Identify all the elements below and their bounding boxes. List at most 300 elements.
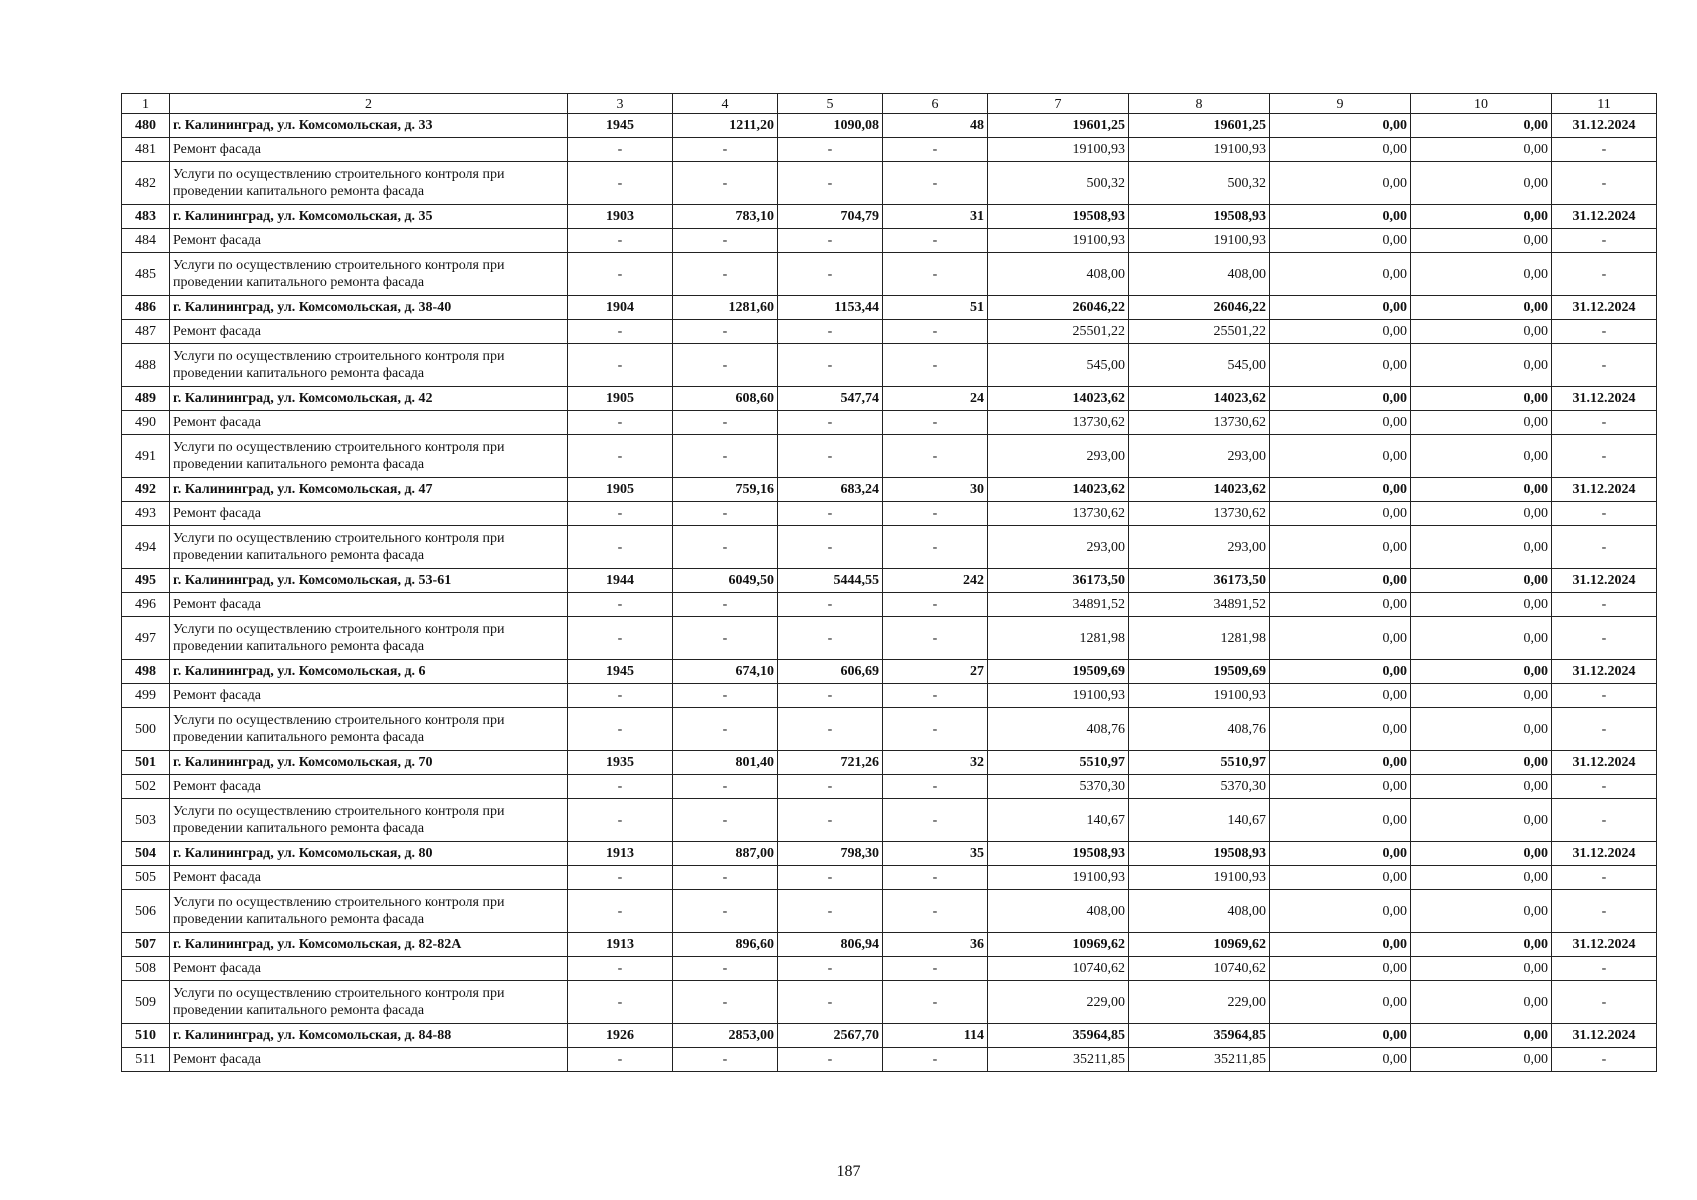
deadline-cell: - (1552, 799, 1657, 842)
construction-control-row (122, 617, 1657, 660)
header-row (122, 94, 1657, 114)
page-number: 187 (836, 1163, 861, 1180)
deadline-cell: 31.12.2024 (1552, 933, 1657, 957)
living-area-cell: - (778, 708, 883, 751)
description-cell: Ремонт фасада (170, 1048, 568, 1072)
deadline-cell: 31.12.2024 (1552, 296, 1657, 320)
row-number-cell: 484 (122, 229, 170, 253)
fund-cost-cell: 293,00 (1129, 435, 1270, 478)
deadline-cell: - (1552, 411, 1657, 435)
total-area-cell: - (673, 957, 778, 981)
description-cell: Услуги по осуществлению строительного контроля при проведении капитального ремонта фасада (170, 162, 568, 205)
row-number-cell: 486 (122, 296, 170, 320)
total-cost-cell: 26046,22 (988, 296, 1129, 320)
living-area-cell: - (778, 138, 883, 162)
residents-cell: - (883, 229, 988, 253)
residents-cell: 35 (883, 842, 988, 866)
total-cost-cell: 408,00 (988, 253, 1129, 296)
header-cell: 6 (883, 94, 988, 114)
regional-budget-cell: 0,00 (1270, 866, 1411, 890)
year-cell: - (568, 708, 673, 751)
deadline-cell: - (1552, 229, 1657, 253)
deadline-cell: - (1552, 890, 1657, 933)
deadline-cell: 31.12.2024 (1552, 660, 1657, 684)
total-area-cell: - (673, 799, 778, 842)
row-number-cell: 503 (122, 799, 170, 842)
total-cost-cell: 19100,93 (988, 229, 1129, 253)
fund-cost-cell: 408,76 (1129, 708, 1270, 751)
local-budget-cell: 0,00 (1411, 684, 1552, 708)
row-number-cell: 500 (122, 708, 170, 751)
total-area-cell: 759,16 (673, 478, 778, 502)
row-number-cell: 502 (122, 775, 170, 799)
local-budget-cell: 0,00 (1411, 866, 1552, 890)
regional-budget-cell: 0,00 (1270, 660, 1411, 684)
residents-cell: 242 (883, 569, 988, 593)
year-cell: 1926 (568, 1024, 673, 1048)
residents-cell: - (883, 981, 988, 1024)
year-cell: - (568, 411, 673, 435)
living-area-cell: - (778, 593, 883, 617)
year-cell: - (568, 229, 673, 253)
local-budget-cell: 0,00 (1411, 344, 1552, 387)
regional-budget-cell: 0,00 (1270, 775, 1411, 799)
residents-cell: - (883, 344, 988, 387)
capital-repair-table (121, 93, 1657, 1072)
regional-budget-cell: 0,00 (1270, 684, 1411, 708)
local-budget-cell: 0,00 (1411, 981, 1552, 1024)
living-area-cell: - (778, 229, 883, 253)
deadline-cell: - (1552, 617, 1657, 660)
local-budget-cell: 0,00 (1411, 751, 1552, 775)
residents-cell: - (883, 162, 988, 205)
regional-budget-cell: 0,00 (1270, 435, 1411, 478)
fund-cost-cell: 36173,50 (1129, 569, 1270, 593)
description-cell: Ремонт фасада (170, 138, 568, 162)
regional-budget-cell: 0,00 (1270, 957, 1411, 981)
regional-budget-cell: 0,00 (1270, 162, 1411, 205)
year-cell: - (568, 253, 673, 296)
row-number-cell: 507 (122, 933, 170, 957)
regional-budget-cell: 0,00 (1270, 526, 1411, 569)
residents-cell: - (883, 1048, 988, 1072)
residents-cell: - (883, 617, 988, 660)
deadline-cell: - (1552, 957, 1657, 981)
construction-control-row (122, 799, 1657, 842)
facade-repair-row (122, 775, 1657, 799)
row-number-cell: 508 (122, 957, 170, 981)
total-area-cell: 2853,00 (673, 1024, 778, 1048)
local-budget-cell: 0,00 (1411, 799, 1552, 842)
description-cell: Услуги по осуществлению строительного контроля при проведении капитального ремонта фасада (170, 617, 568, 660)
year-cell: - (568, 799, 673, 842)
year-cell: - (568, 320, 673, 344)
living-area-cell: - (778, 890, 883, 933)
total-cost-cell: 14023,62 (988, 387, 1129, 411)
deadline-cell: - (1552, 253, 1657, 296)
fund-cost-cell: 293,00 (1129, 526, 1270, 569)
regional-budget-cell: 0,00 (1270, 981, 1411, 1024)
deadline-cell: - (1552, 138, 1657, 162)
total-cost-cell: 10969,62 (988, 933, 1129, 957)
building-row (122, 114, 1657, 138)
residents-cell: 27 (883, 660, 988, 684)
residents-cell: 48 (883, 114, 988, 138)
fund-cost-cell: 26046,22 (1129, 296, 1270, 320)
description-cell: Ремонт фасада (170, 957, 568, 981)
total-cost-cell: 13730,62 (988, 502, 1129, 526)
year-cell: 1945 (568, 660, 673, 684)
row-number-cell: 490 (122, 411, 170, 435)
local-budget-cell: 0,00 (1411, 933, 1552, 957)
residents-cell: - (883, 253, 988, 296)
facade-repair-row (122, 138, 1657, 162)
description-cell: г. Калининград, ул. Комсомольская, д. 53-61 (170, 569, 568, 593)
living-area-cell: - (778, 799, 883, 842)
total-cost-cell: 500,32 (988, 162, 1129, 205)
building-row (122, 751, 1657, 775)
living-area-cell: - (778, 957, 883, 981)
residents-cell: 51 (883, 296, 988, 320)
local-budget-cell: 0,00 (1411, 890, 1552, 933)
description-cell: Ремонт фасада (170, 866, 568, 890)
facade-repair-row (122, 593, 1657, 617)
regional-budget-cell: 0,00 (1270, 751, 1411, 775)
construction-control-row (122, 708, 1657, 751)
deadline-cell: - (1552, 866, 1657, 890)
row-number-cell: 506 (122, 890, 170, 933)
construction-control-row (122, 253, 1657, 296)
local-budget-cell: 0,00 (1411, 114, 1552, 138)
regional-budget-cell: 0,00 (1270, 253, 1411, 296)
living-area-cell: - (778, 981, 883, 1024)
regional-budget-cell: 0,00 (1270, 890, 1411, 933)
total-area-cell: - (673, 229, 778, 253)
header-cell: 9 (1270, 94, 1411, 114)
fund-cost-cell: 10740,62 (1129, 957, 1270, 981)
year-cell: - (568, 866, 673, 890)
regional-budget-cell: 0,00 (1270, 205, 1411, 229)
fund-cost-cell: 14023,62 (1129, 387, 1270, 411)
building-row (122, 933, 1657, 957)
facade-repair-row (122, 866, 1657, 890)
local-budget-cell: 0,00 (1411, 593, 1552, 617)
row-number-cell: 504 (122, 842, 170, 866)
total-area-cell: - (673, 684, 778, 708)
description-cell: г. Калининград, ул. Комсомольская, д. 6 (170, 660, 568, 684)
description-cell: г. Калининград, ул. Комсомольская, д. 70 (170, 751, 568, 775)
deadline-cell: - (1552, 981, 1657, 1024)
description-cell: Ремонт фасада (170, 593, 568, 617)
total-area-cell: - (673, 866, 778, 890)
living-area-cell: - (778, 253, 883, 296)
construction-control-row (122, 526, 1657, 569)
regional-budget-cell: 0,00 (1270, 842, 1411, 866)
description-cell: г. Калининград, ул. Комсомольская, д. 35 (170, 205, 568, 229)
residents-cell: - (883, 502, 988, 526)
total-cost-cell: 5370,30 (988, 775, 1129, 799)
total-cost-cell: 25501,22 (988, 320, 1129, 344)
description-cell: Ремонт фасада (170, 502, 568, 526)
regional-budget-cell: 0,00 (1270, 229, 1411, 253)
description-cell: Услуги по осуществлению строительного контроля при проведении капитального ремонта фасада (170, 799, 568, 842)
local-budget-cell: 0,00 (1411, 387, 1552, 411)
header-cell: 8 (1129, 94, 1270, 114)
residents-cell: - (883, 775, 988, 799)
living-area-cell: 2567,70 (778, 1024, 883, 1048)
deadline-cell: - (1552, 162, 1657, 205)
residents-cell: 31 (883, 205, 988, 229)
total-area-cell: 6049,50 (673, 569, 778, 593)
row-number-cell: 499 (122, 684, 170, 708)
description-cell: Услуги по осуществлению строительного контроля при проведении капитального ремонта фасада (170, 435, 568, 478)
deadline-cell: - (1552, 708, 1657, 751)
description-cell: г. Калининград, ул. Комсомольская, д. 42 (170, 387, 568, 411)
year-cell: - (568, 162, 673, 205)
regional-budget-cell: 0,00 (1270, 138, 1411, 162)
total-area-cell: 896,60 (673, 933, 778, 957)
living-area-cell: - (778, 502, 883, 526)
fund-cost-cell: 140,67 (1129, 799, 1270, 842)
fund-cost-cell: 545,00 (1129, 344, 1270, 387)
local-budget-cell: 0,00 (1411, 1024, 1552, 1048)
deadline-cell: 31.12.2024 (1552, 205, 1657, 229)
description-cell: г. Калининград, ул. Комсомольская, д. 82-82А (170, 933, 568, 957)
description-cell: Услуги по осуществлению строительного контроля при проведении капитального ремонта фасада (170, 526, 568, 569)
total-area-cell: - (673, 138, 778, 162)
living-area-cell: 1090,08 (778, 114, 883, 138)
row-number-cell: 497 (122, 617, 170, 660)
local-budget-cell: 0,00 (1411, 435, 1552, 478)
local-budget-cell: 0,00 (1411, 478, 1552, 502)
fund-cost-cell: 35964,85 (1129, 1024, 1270, 1048)
header-cell: 5 (778, 94, 883, 114)
row-number-cell: 492 (122, 478, 170, 502)
row-number-cell: 496 (122, 593, 170, 617)
fund-cost-cell: 5370,30 (1129, 775, 1270, 799)
total-cost-cell: 13730,62 (988, 411, 1129, 435)
living-area-cell: 1153,44 (778, 296, 883, 320)
fund-cost-cell: 1281,98 (1129, 617, 1270, 660)
living-area-cell: 547,74 (778, 387, 883, 411)
regional-budget-cell: 0,00 (1270, 296, 1411, 320)
total-cost-cell: 140,67 (988, 799, 1129, 842)
fund-cost-cell: 408,00 (1129, 253, 1270, 296)
fund-cost-cell: 25501,22 (1129, 320, 1270, 344)
local-budget-cell: 0,00 (1411, 526, 1552, 569)
facade-repair-row (122, 229, 1657, 253)
living-area-cell: 798,30 (778, 842, 883, 866)
year-cell: - (568, 526, 673, 569)
row-number-cell: 482 (122, 162, 170, 205)
description-cell: Ремонт фасада (170, 411, 568, 435)
facade-repair-row (122, 957, 1657, 981)
regional-budget-cell: 0,00 (1270, 320, 1411, 344)
total-area-cell: 1211,20 (673, 114, 778, 138)
residents-cell: - (883, 866, 988, 890)
residents-cell: - (883, 138, 988, 162)
row-number-cell: 498 (122, 660, 170, 684)
total-area-cell: - (673, 162, 778, 205)
row-number-cell: 494 (122, 526, 170, 569)
year-cell: 1935 (568, 751, 673, 775)
residents-cell: - (883, 708, 988, 751)
fund-cost-cell: 10969,62 (1129, 933, 1270, 957)
year-cell: - (568, 775, 673, 799)
row-number-cell: 489 (122, 387, 170, 411)
total-area-cell: - (673, 526, 778, 569)
fund-cost-cell: 35211,85 (1129, 1048, 1270, 1072)
regional-budget-cell: 0,00 (1270, 569, 1411, 593)
year-cell: - (568, 981, 673, 1024)
deadline-cell: 31.12.2024 (1552, 751, 1657, 775)
local-budget-cell: 0,00 (1411, 253, 1552, 296)
year-cell: - (568, 1048, 673, 1072)
row-number-cell: 481 (122, 138, 170, 162)
description-cell: Ремонт фасада (170, 229, 568, 253)
description-cell: Услуги по осуществлению строительного контроля при проведении капитального ремонта фасада (170, 708, 568, 751)
total-cost-cell: 1281,98 (988, 617, 1129, 660)
header-cell: 7 (988, 94, 1129, 114)
total-area-cell: 783,10 (673, 205, 778, 229)
residents-cell: 36 (883, 933, 988, 957)
total-cost-cell: 10740,62 (988, 957, 1129, 981)
total-area-cell: - (673, 593, 778, 617)
residents-cell: - (883, 320, 988, 344)
total-area-cell: 674,10 (673, 660, 778, 684)
total-area-cell: - (673, 708, 778, 751)
living-area-cell: 721,26 (778, 751, 883, 775)
living-area-cell: - (778, 1048, 883, 1072)
row-number-cell: 493 (122, 502, 170, 526)
deadline-cell: - (1552, 435, 1657, 478)
local-budget-cell: 0,00 (1411, 708, 1552, 751)
regional-budget-cell: 0,00 (1270, 708, 1411, 751)
local-budget-cell: 0,00 (1411, 138, 1552, 162)
total-cost-cell: 19100,93 (988, 684, 1129, 708)
total-cost-cell: 293,00 (988, 435, 1129, 478)
total-cost-cell: 408,76 (988, 708, 1129, 751)
construction-control-row (122, 435, 1657, 478)
living-area-cell: - (778, 617, 883, 660)
year-cell: - (568, 617, 673, 660)
description-cell: Услуги по осуществлению строительного контроля при проведении капитального ремонта фасада (170, 253, 568, 296)
row-number-cell: 483 (122, 205, 170, 229)
deadline-cell: - (1552, 320, 1657, 344)
deadline-cell: - (1552, 526, 1657, 569)
description-cell: г. Калининград, ул. Комсомольская, д. 38-40 (170, 296, 568, 320)
total-cost-cell: 36173,50 (988, 569, 1129, 593)
living-area-cell: - (778, 526, 883, 569)
local-budget-cell: 0,00 (1411, 1048, 1552, 1072)
facade-repair-row (122, 684, 1657, 708)
local-budget-cell: 0,00 (1411, 842, 1552, 866)
building-row (122, 569, 1657, 593)
description-cell: Услуги по осуществлению строительного контроля при проведении капитального ремонта фасада (170, 344, 568, 387)
living-area-cell: - (778, 162, 883, 205)
regional-budget-cell: 0,00 (1270, 411, 1411, 435)
row-number-cell: 501 (122, 751, 170, 775)
year-cell: 1904 (568, 296, 673, 320)
row-number-cell: 509 (122, 981, 170, 1024)
fund-cost-cell: 19509,69 (1129, 660, 1270, 684)
facade-repair-row (122, 1048, 1657, 1072)
facade-repair-row (122, 320, 1657, 344)
fund-cost-cell: 19508,93 (1129, 205, 1270, 229)
facade-repair-row (122, 411, 1657, 435)
total-area-cell: - (673, 775, 778, 799)
fund-cost-cell: 13730,62 (1129, 411, 1270, 435)
year-cell: - (568, 435, 673, 478)
total-cost-cell: 229,00 (988, 981, 1129, 1024)
year-cell: - (568, 344, 673, 387)
fund-cost-cell: 19601,25 (1129, 114, 1270, 138)
deadline-cell: - (1552, 344, 1657, 387)
total-cost-cell: 408,00 (988, 890, 1129, 933)
total-area-cell: 608,60 (673, 387, 778, 411)
deadline-cell: - (1552, 775, 1657, 799)
residents-cell: 24 (883, 387, 988, 411)
description-cell: г. Калининград, ул. Комсомольская, д. 47 (170, 478, 568, 502)
fund-cost-cell: 14023,62 (1129, 478, 1270, 502)
residents-cell: 30 (883, 478, 988, 502)
residents-cell: - (883, 957, 988, 981)
regional-budget-cell: 0,00 (1270, 344, 1411, 387)
residents-cell: - (883, 526, 988, 569)
living-area-cell: - (778, 344, 883, 387)
year-cell: 1945 (568, 114, 673, 138)
living-area-cell: - (778, 775, 883, 799)
row-number-cell: 510 (122, 1024, 170, 1048)
fund-cost-cell: 19100,93 (1129, 866, 1270, 890)
local-budget-cell: 0,00 (1411, 957, 1552, 981)
residents-cell: - (883, 411, 988, 435)
fund-cost-cell: 19508,93 (1129, 842, 1270, 866)
total-area-cell: - (673, 1048, 778, 1072)
header-cell: 3 (568, 94, 673, 114)
deadline-cell: - (1552, 593, 1657, 617)
total-area-cell: - (673, 344, 778, 387)
regional-budget-cell: 0,00 (1270, 478, 1411, 502)
building-row (122, 1024, 1657, 1048)
living-area-cell: - (778, 866, 883, 890)
building-row (122, 660, 1657, 684)
description-cell: Услуги по осуществлению строительного контроля при проведении капитального ремонта фасада (170, 981, 568, 1024)
regional-budget-cell: 0,00 (1270, 617, 1411, 660)
row-number-cell: 487 (122, 320, 170, 344)
construction-control-row (122, 890, 1657, 933)
local-budget-cell: 0,00 (1411, 660, 1552, 684)
living-area-cell: 806,94 (778, 933, 883, 957)
deadline-cell: - (1552, 684, 1657, 708)
residents-cell: - (883, 890, 988, 933)
residents-cell: - (883, 799, 988, 842)
year-cell: - (568, 957, 673, 981)
deadline-cell: 31.12.2024 (1552, 387, 1657, 411)
total-cost-cell: 19100,93 (988, 138, 1129, 162)
regional-budget-cell: 0,00 (1270, 387, 1411, 411)
fund-cost-cell: 34891,52 (1129, 593, 1270, 617)
row-number-cell: 491 (122, 435, 170, 478)
living-area-cell: 683,24 (778, 478, 883, 502)
fund-cost-cell: 19100,93 (1129, 684, 1270, 708)
building-row (122, 842, 1657, 866)
local-budget-cell: 0,00 (1411, 775, 1552, 799)
year-cell: 1905 (568, 478, 673, 502)
total-cost-cell: 5510,97 (988, 751, 1129, 775)
living-area-cell: - (778, 411, 883, 435)
total-cost-cell: 14023,62 (988, 478, 1129, 502)
